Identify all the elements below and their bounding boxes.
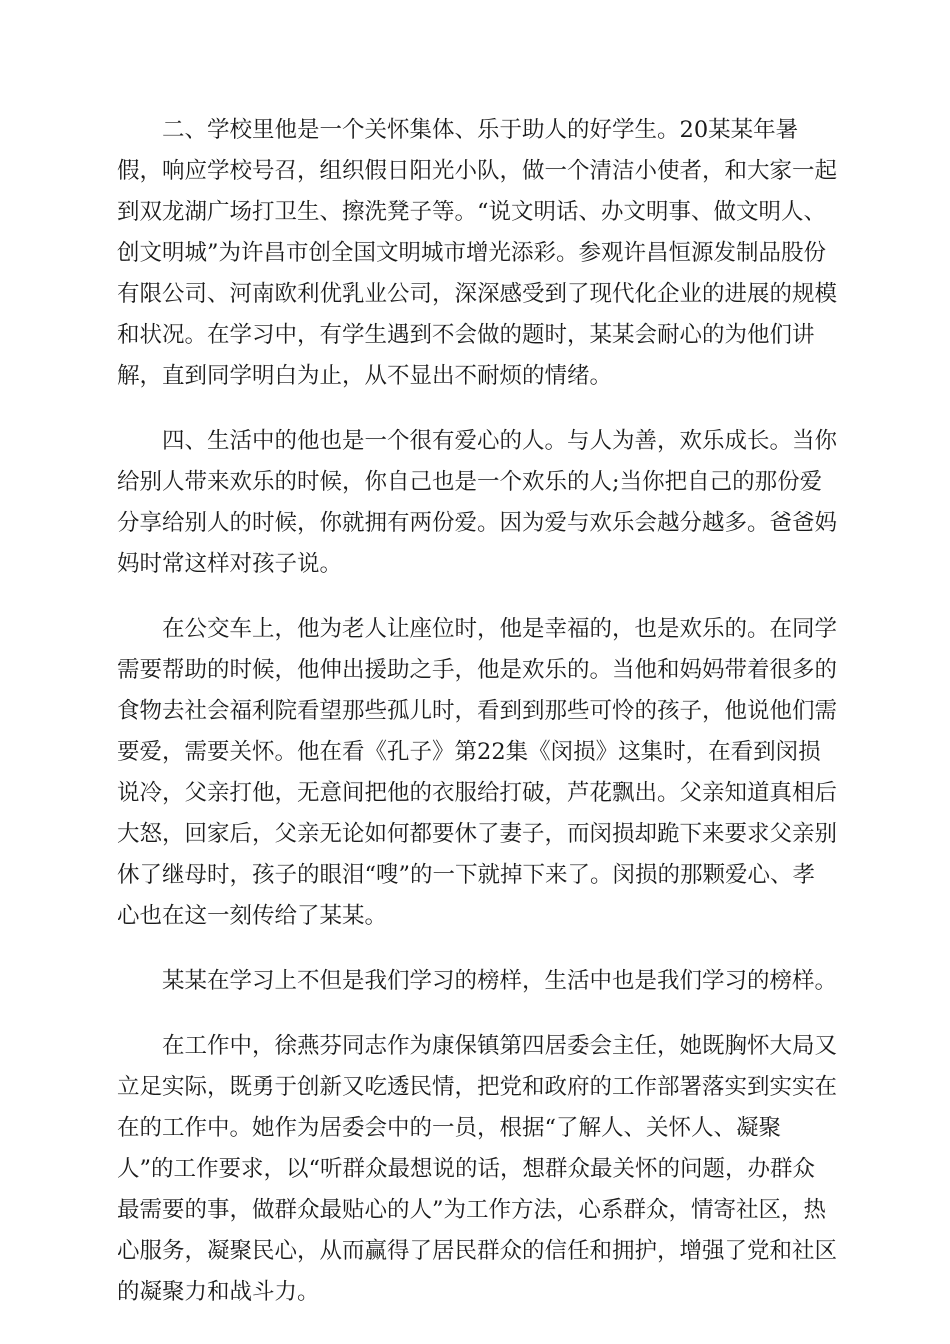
text-line: 四、生活中的他也是一个很有爱心的人。与人为善，欢乐成长。当你 (162, 428, 838, 454)
text-line: 有限公司、河南欧利优乳业公司，深深感受到了现代化企业的进展的规模 (117, 281, 838, 307)
text-line: 假，响应学校号召，组织假日阳光小队，做一个清洁小使者，和大家一起 (117, 158, 838, 184)
text-line: 给别人带来欢乐的时候，你自己也是一个欢乐的人;当你把自己的那份爱 (117, 469, 823, 495)
text-line: 在工作中，徐燕芬同志作为康保镇第四居委会主任，她既胸怀大局又 (162, 1033, 838, 1059)
text-line: 分享给别人的时候，你就拥有两份爱。因为爱与欢乐会越分越多。爸爸妈 (117, 510, 838, 536)
text-line: 在的工作中。她作为居委会中的一员，根据“了解人、关怀人、凝聚 (117, 1115, 782, 1141)
text-line: 立足实际，既勇于创新又吃透民情，把党和政府的工作部署落实到实实在 (117, 1074, 838, 1100)
text-line: 在公交车上，他为老人让座位时，他是幸福的，也是欢乐的。在同学 (162, 616, 838, 642)
text-line: 解，直到同学明白为止，从不显出不耐烦的情绪。 (117, 363, 613, 389)
paragraph-life (117, 421, 838, 585)
text-line: 某某在学习上不但是我们学习的榜样，生活中也是我们学习的榜样。 (162, 968, 838, 994)
text-line: 大怒，回家后，父亲无论如何都要休了妻子，而闵损却跪下来要求父亲别 (117, 821, 838, 847)
text-line: 的凝聚力和战斗力。 (117, 1279, 320, 1305)
document-body (117, 110, 838, 1337)
paragraph-school (117, 110, 838, 397)
text-line: 说冷，父亲打他，无意间把他的衣服给打破，芦花飘出。父亲知道真相后 (117, 780, 838, 806)
text-line: 到双龙湖广场打卫生、擦洗凳子等。“说文明话、办文明事、做文明人、 (117, 199, 827, 225)
text-line: 心服务，凝聚民心，从而赢得了居民群众的信任和拥护，增强了党和社区 (117, 1238, 838, 1264)
text-line: 食物去社会福利院看望那些孤儿时，看到到那些可怜的孩子，他说他们需 (117, 698, 838, 724)
text-line: 和状况。在学习中，有学生遇到不会做的题时，某某会耐心的为他们讲 (117, 322, 815, 348)
text-line: 人”的工作要求，以“听群众最想说的话，想群众最关怀的问题，办群众 (117, 1156, 816, 1182)
text-line: 要爱，需要关怀。他在看《孔子》第22集《闵损》这集时，在看到闵损 (117, 739, 821, 765)
text-line: 需要帮助的时候，他伸出援助之手，他是欢乐的。当他和妈妈带着很多的 (117, 657, 838, 683)
text-line: 休了继母时，孩子的眼泪“嗖”的一下就掉下来了。闵损的那颗爱心、孝 (117, 862, 816, 888)
paragraph-work (117, 1026, 838, 1313)
text-line: 创文明城”为许昌市创全国文明城市增光添彩。参观许昌恒源发制品股份 (117, 240, 827, 266)
text-line: 二、学校里他是一个关怀集体、乐于助人的好学生。20某某年暑 (162, 117, 799, 143)
paragraph-role-model (117, 961, 838, 1002)
text-line: 最需要的事，做群众最贴心的人”为工作方法，心系群众，情寄社区，热 (117, 1197, 827, 1223)
text-line: 妈时常这样对孩子说。 (117, 551, 343, 577)
paragraph-bus (117, 609, 838, 937)
text-line: 心也在这一刻传给了某某。 (117, 903, 388, 929)
